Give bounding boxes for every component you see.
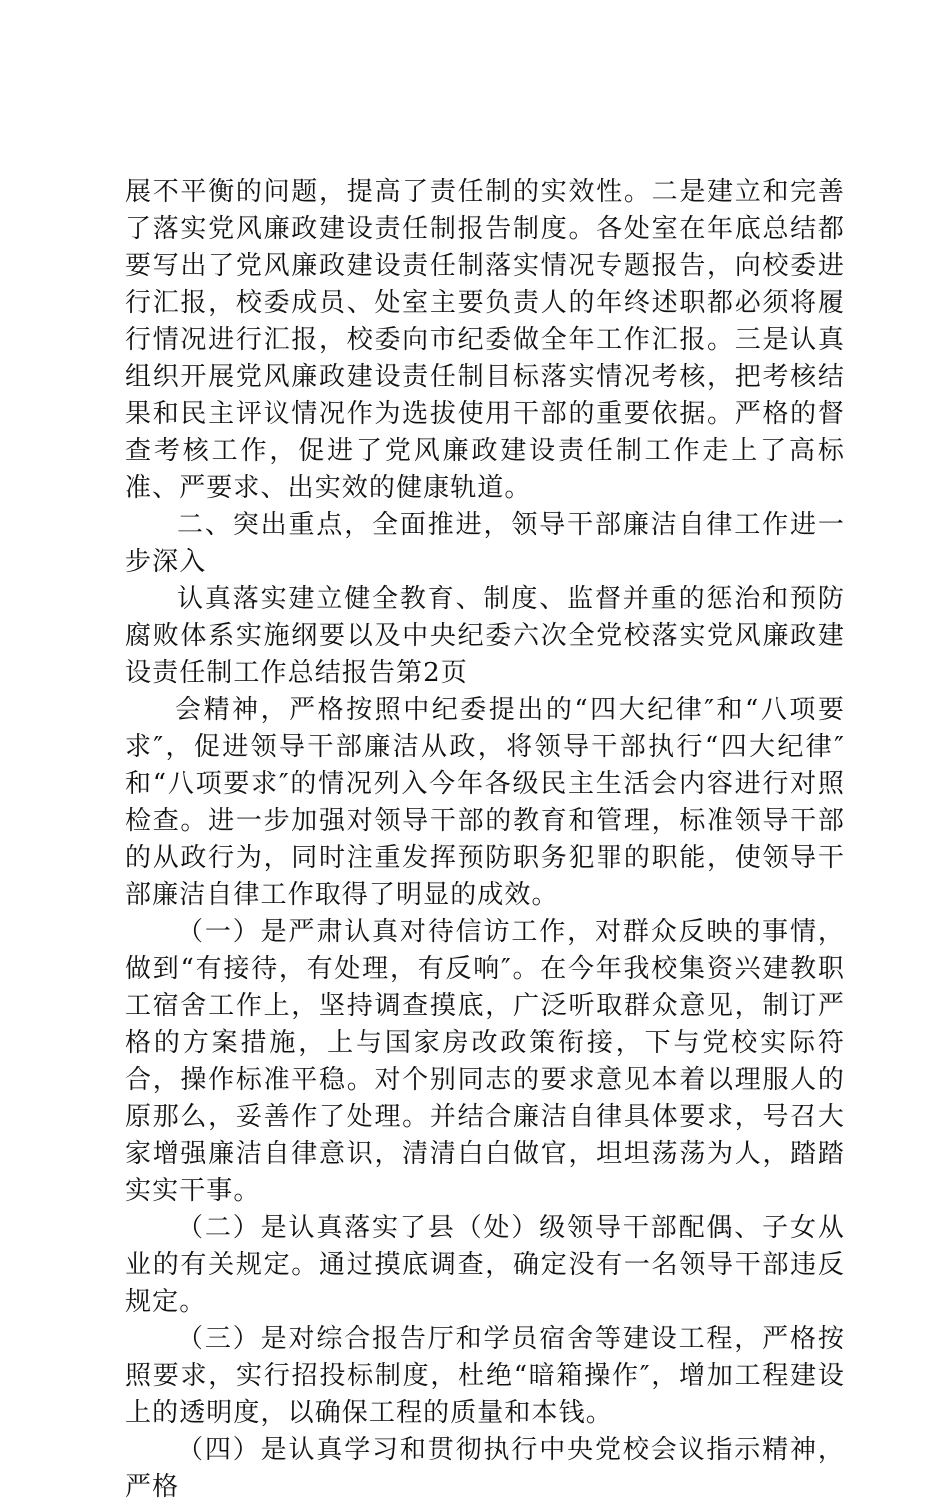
list-item: （三）是对综合报告厅和学员宿舍等建设工程，严格按照要求，实行招投标制度，杜绝“暗箱操作″，增加工程建设上的透明度，以确保工程的质量和本钱。 [125, 1324, 845, 1428]
section-heading: 二、突出重点，全面推进，领导干部廉洁自律工作进一步深入 [125, 510, 845, 577]
paragraph-body: 认真落实建立健全教育、制度、监督并重的惩治和预防腐败体系实施纲要以及中央纪委六次全党校落实党风廉政建设责任制工作总结报告第2页 [125, 584, 845, 688]
list-item: （二）是认真落实了县（处）级领导干部配偶、子女从业的有关规定。通过摸底调查，确定没有一名领导干部违反规定。 [125, 1213, 845, 1317]
document-body [125, 174, 845, 1506]
list-item: （一）是严肃认真对待信访工作，对群众反映的事情，做到“有接待，有处理，有反响″。在今年我校集资兴建教职工宿舍工作上，坚持调查摸底，广泛听取群众意见，制订严格的方案措施，上与国家房改政策衔接，下与党校实际符合，操作标准平稳。对个别同志的要求意见本着以理服人的原那么，妥善作了处理。并结合廉洁自律具体要求，号召大家增强廉洁自律意识，清清白白做官，坦坦荡荡为人，踏踏实实干事。 [125, 917, 845, 1206]
list-item: （四）是认真学习和贯彻执行中央党校会议指示精神，严格 [125, 1435, 845, 1502]
paragraph-body: 会精神，严格按照中纪委提出的“四大纪律″和“八项要求″，促进领导干部廉洁从政，将领导干部执行“四大纪律″和“八项要求″的情况列入今年各级民主生活会内容进行对照检查。进一步加强对领导干部的教育和管理，标准领导干部的从政行为，同时注重发挥预防职务犯罪的职能，使领导干部廉洁自律工作取得了明显的成效。 [125, 695, 845, 910]
paragraph-continuation: 展不平衡的问题，提高了责任制的实效性。二是建立和完善了落实党风廉政建设责任制报告制度。各处室在年底总结都要写出了党风廉政建设责任制落实情况专题报告，向校委进行汇报，校委成员、处室主要负责人的年终述职都必须将履行情况进行汇报，校委向市纪委做全年工作汇报。三是认真组织开展党风廉政建设责任制目标落实情况考核，把考核结果和民主评议情况作为选拔使用干部的重要依据。严格的督查考核工作，促进了党风廉政建设责任制工作走上了高标准、严要求、出实效的健康轨道。 [125, 177, 845, 503]
